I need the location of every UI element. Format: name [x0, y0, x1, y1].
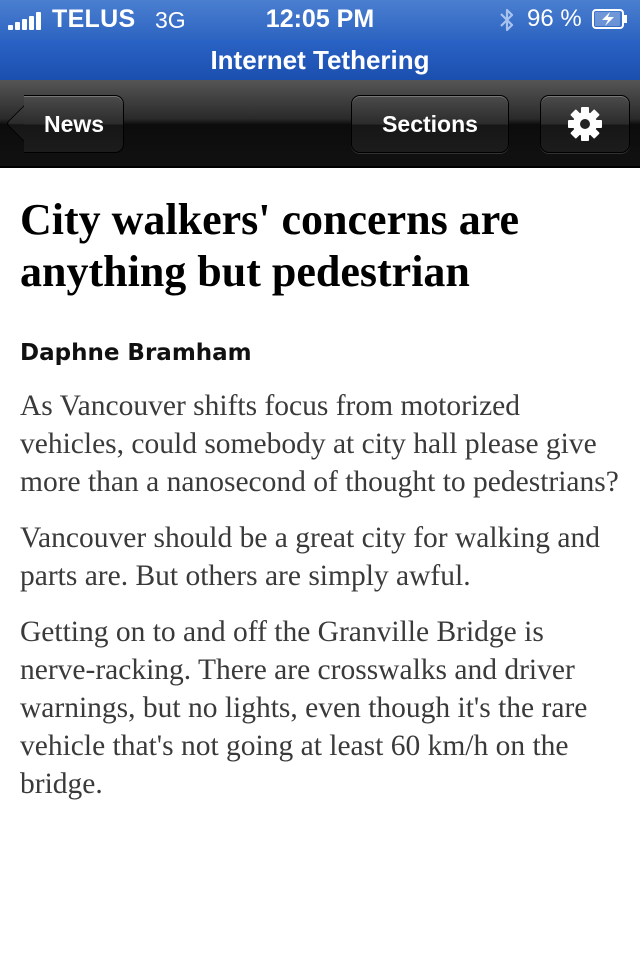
article-content: [20, 194, 626, 803]
status-time: 12:05 PM: [265, 5, 375, 33]
navigation-bar: [0, 80, 640, 168]
sections-button-label: Sections: [382, 110, 478, 137]
tethering-banner[interactable]: Internet Tethering: [0, 40, 640, 80]
article-paragraph: As Vancouver shifts focus from motorized vehicles, could somebody at city hall please give more than a nanosecond of thought to pedestrians?: [20, 390, 619, 498]
bluetooth-icon: [498, 6, 516, 34]
article-byline: Daphne Bramham: [20, 340, 252, 366]
article-paragraph: Vancouver should be a great city for walking and parts are. But others are simply awful.: [20, 522, 600, 592]
battery-percent: 96 %: [527, 5, 582, 32]
status-bar: [0, 0, 640, 40]
battery-charging-icon: [592, 9, 628, 29]
gear-icon: [567, 106, 603, 142]
settings-button[interactable]: [540, 95, 630, 153]
article-paragraph: Getting on to and off the Granville Bridge is nerve-racking. There are crosswalks and driver warnings, but no lights, even though it's the rare vehicle that's not going at least 60 km/h on the bridge.: [20, 616, 588, 800]
carrier-name: TELUS: [52, 5, 136, 33]
network-type: 3G: [155, 7, 186, 33]
article-headline: City walkers' concerns are anything but pedestrian: [20, 195, 519, 296]
back-button[interactable]: [10, 95, 124, 153]
sections-button[interactable]: [351, 95, 509, 153]
back-button-label: News: [43, 110, 105, 137]
